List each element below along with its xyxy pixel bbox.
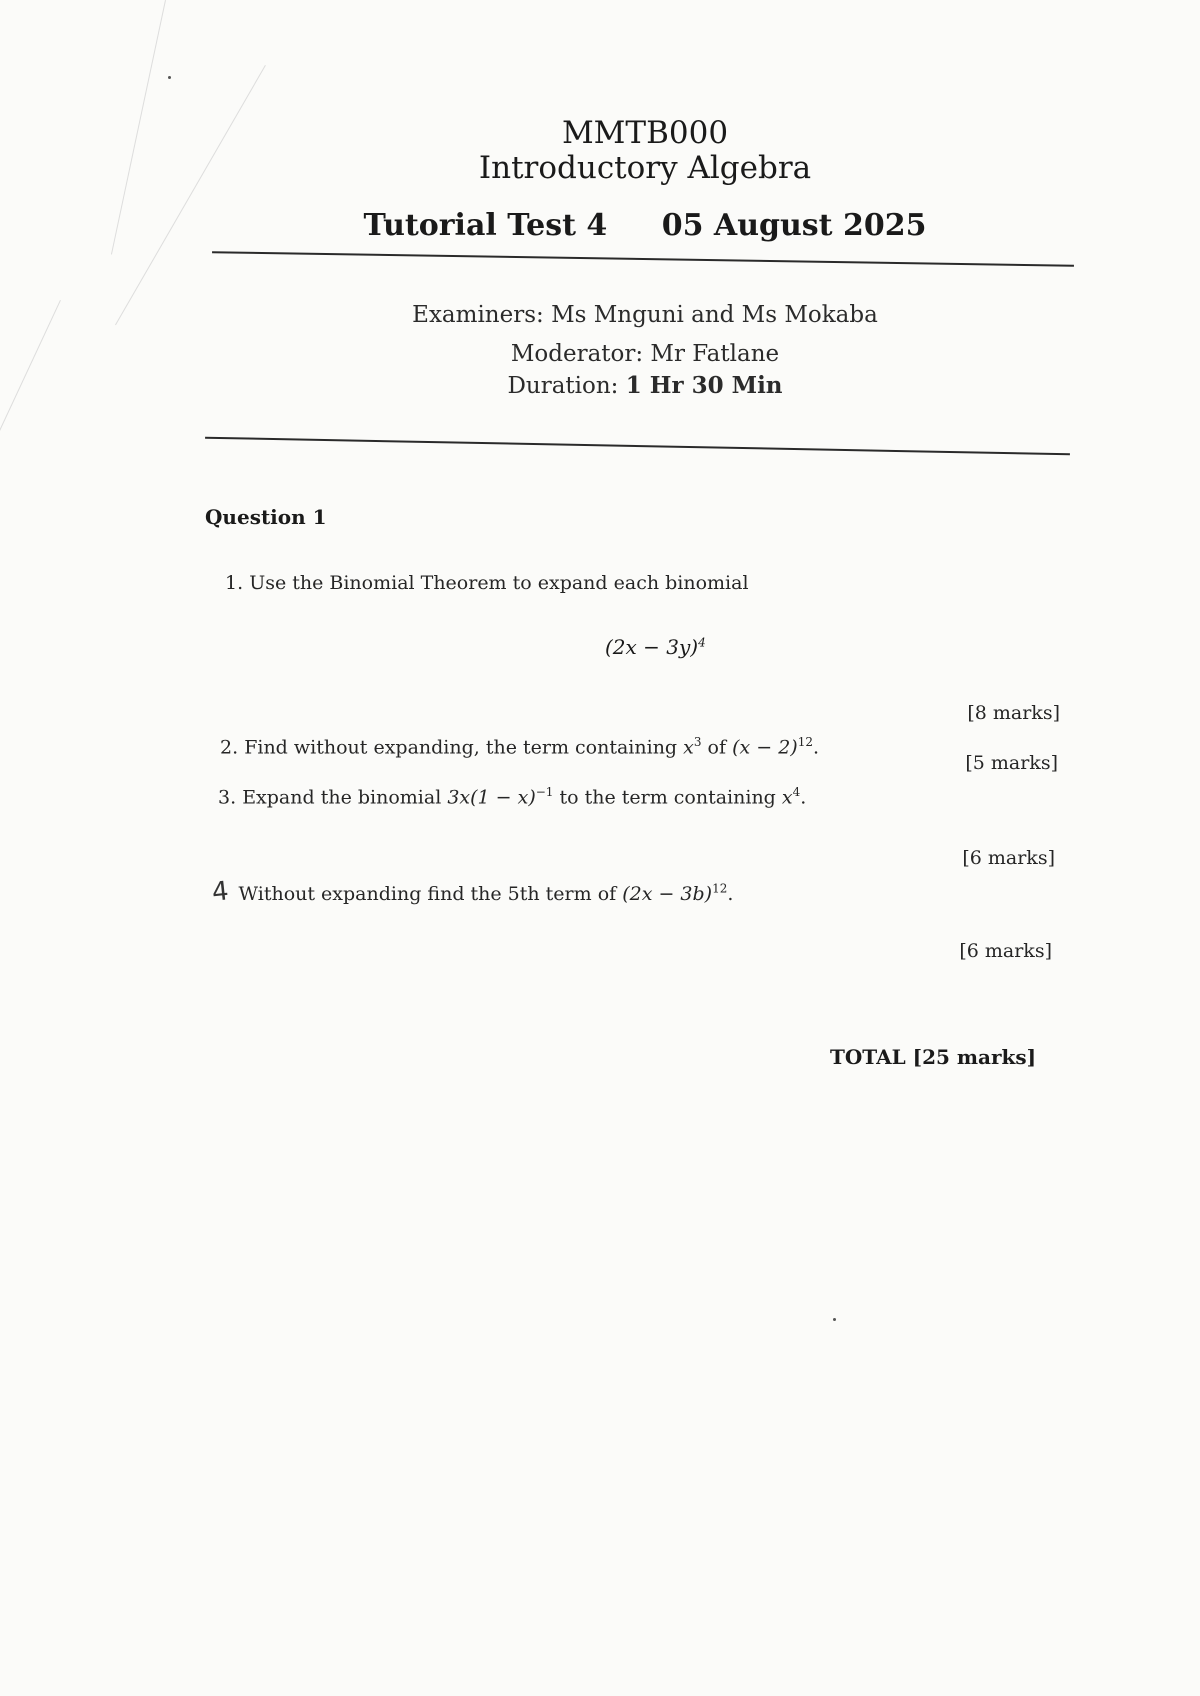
item-text: Find without expanding, the term containing: [244, 736, 684, 759]
paper-speck: [168, 76, 171, 79]
item-text-mid: to the term containing: [553, 786, 782, 809]
item-1-formula: [605, 635, 706, 659]
item-text-end: .: [800, 786, 807, 809]
examiners: Examiners: Ms Mnguni and Ms Mokaba: [412, 302, 878, 328]
item-text: Use the Binomial Theorem to expand each binomial: [249, 572, 749, 594]
moderator: Moderator: Mr Fatlane: [510, 341, 780, 367]
course-code: MMTB000: [561, 115, 729, 151]
item-2-marks: [5 marks]: [965, 752, 1058, 774]
item-text: Expand the binomial: [242, 786, 448, 809]
expression-exponent: 12: [797, 735, 813, 749]
duration-value: 1 Hr 30 Min: [625, 372, 783, 399]
test-name: Tutorial Test 4: [363, 208, 608, 243]
question-item-4: [212, 877, 733, 907]
item-variable: x: [781, 786, 793, 809]
variable-exponent: 4: [792, 785, 801, 799]
item-1-marks: [8 marks]: [967, 702, 1060, 724]
item-text: Without expanding find the 5th term of: [238, 883, 623, 905]
duration-label: Duration:: [507, 373, 619, 399]
item-variable: x: [683, 736, 694, 759]
item-expression: (2x − 3b): [622, 883, 713, 905]
expression-exponent: −1: [535, 785, 554, 799]
item-number: 3.: [218, 786, 237, 809]
test-title-line: [45, 208, 1200, 243]
item-text-mid: of: [701, 736, 733, 759]
handwritten-number-4: 4: [210, 876, 231, 908]
paper-speck: [833, 1318, 836, 1321]
header-divider-top: [212, 251, 1074, 267]
course-title: Introductory Algebra: [478, 150, 812, 186]
question-heading: Question 1: [205, 505, 327, 529]
paper-crease: [115, 65, 266, 325]
item-expression: (x − 2): [732, 736, 798, 759]
item-text-end: .: [727, 883, 734, 905]
total-marks: TOTAL [25 marks]: [830, 1045, 1037, 1069]
item-4-marks: [6 marks]: [959, 940, 1052, 962]
formula-exponent: 4: [698, 635, 706, 650]
question-item-3: [218, 785, 806, 808]
expression-exponent: 12: [712, 881, 728, 896]
question-item-2: [220, 735, 819, 758]
formula-base: (2x − 3y): [605, 635, 699, 659]
test-date: 05 August 2025: [661, 208, 927, 243]
item-number: 2.: [220, 736, 239, 759]
item-3-marks: [6 marks]: [962, 847, 1055, 869]
header-divider-bottom: [205, 437, 1070, 456]
question-item-1: [225, 572, 749, 594]
item-number: 1.: [225, 572, 244, 594]
variable-exponent: 3: [693, 735, 702, 749]
item-text-end: .: [812, 736, 820, 759]
duration: [45, 372, 1200, 399]
item-expression: 3x(1 − x): [447, 786, 536, 809]
